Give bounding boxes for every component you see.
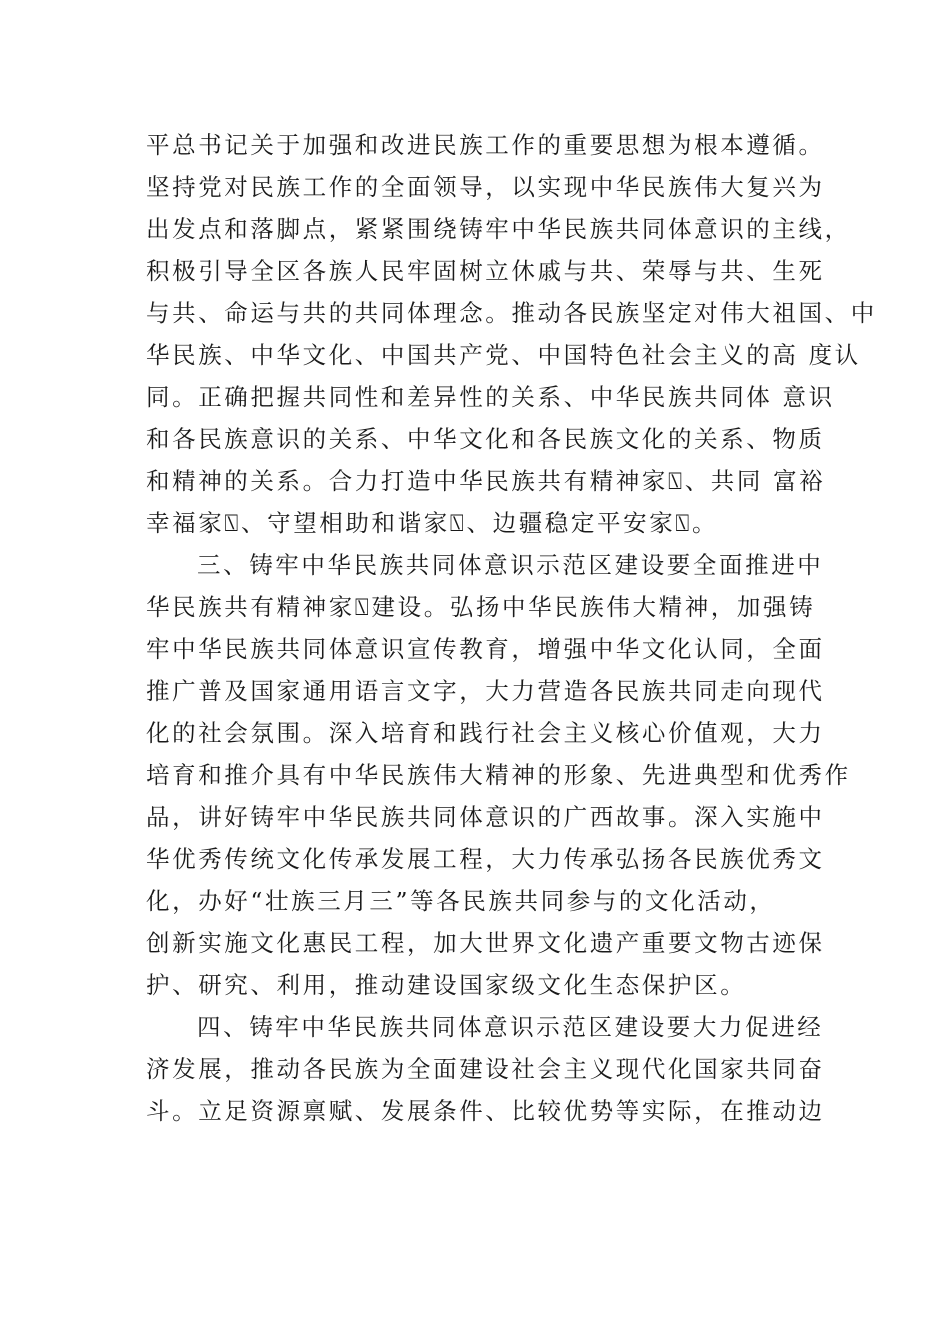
text-line: 和精神的关系。合力打造中华民族共有精神家⍂、共同 富裕: [146, 467, 826, 495]
body-text: [146, 124, 877, 1132]
text-line: 培育和推介具有中华民族伟大精神的形象、先进典型和优秀作: [146, 761, 851, 789]
text-line: 推广普及国家通用语言文字，大力营造各民族共同走向现代: [146, 677, 825, 705]
text-line: 幸福家⍂、守望相助和谐家⍂、边疆稳定平安家⍂。: [146, 509, 719, 537]
text-line: 化，办好“壮族三月三”等各民族共同参与的文化活动，: [146, 887, 776, 915]
paragraph-start-line: 四、铸牢中华民族共同体意识示范区建设要大力促进经: [197, 1013, 824, 1041]
text-line: 创新实施文化惠民工程，加大世界文化遗产重要文物古迹保: [146, 929, 825, 957]
text-line: 坚持党对民族工作的全面领导，以实现中华民族伟大复兴为: [146, 173, 825, 201]
paragraph-start-line: 三、铸牢中华民族共同体意识示范区建设要全面推进中: [197, 551, 824, 579]
text-line: 斗。立足资源禀赋、发展条件、比较优势等实际，在推动边: [146, 1097, 825, 1125]
text-line: 济发展，推动各民族为全面建设社会主义现代化国家共同奋: [146, 1055, 825, 1083]
text-line: 华民族共有精神家⍂建设。弘扬中华民族伟大精神，加强铸: [146, 593, 816, 621]
text-line: 和各民族意识的关系、中华文化和各民族文化的关系、物质: [146, 425, 825, 453]
text-line: 化的社会氛围。深入培育和践行社会主义核心价值观，大力: [146, 719, 825, 747]
text-line: 牢中华民族共同体意识宣传教育，增强中华文化认同，全面: [146, 635, 825, 663]
text-line: 同。正确把握共同性和差异性的关系、中华民族共同体 意识: [146, 383, 835, 411]
text-line: 华民族、中华文化、中国共产党、中国特色社会主义的高 度认: [146, 341, 861, 369]
text-line: 平总书记关于加强和改进民族工作的重要思想为根本遵循。: [146, 131, 825, 159]
text-line: 品，讲好铸牢中华民族共同体意识的广西故事。深入实施中: [146, 803, 825, 831]
text-line: 出发点和落脚点，紧紧围绕铸牢中华民族共同体意识的主线，: [146, 215, 851, 243]
text-line: 护、研究、利用，推动建设国家级文化生态保护区。: [146, 971, 747, 999]
text-line: 与共、命运与共的共同体理念。推动各民族坚定对伟大祖国、中: [146, 299, 877, 327]
text-line: 华优秀传统文化传承发展工程，大力传承弘扬各民族优秀文: [146, 845, 825, 873]
text-line: 积极引导全区各族人民牢固树立休戚与共、荣辱与共、生死: [146, 257, 825, 285]
